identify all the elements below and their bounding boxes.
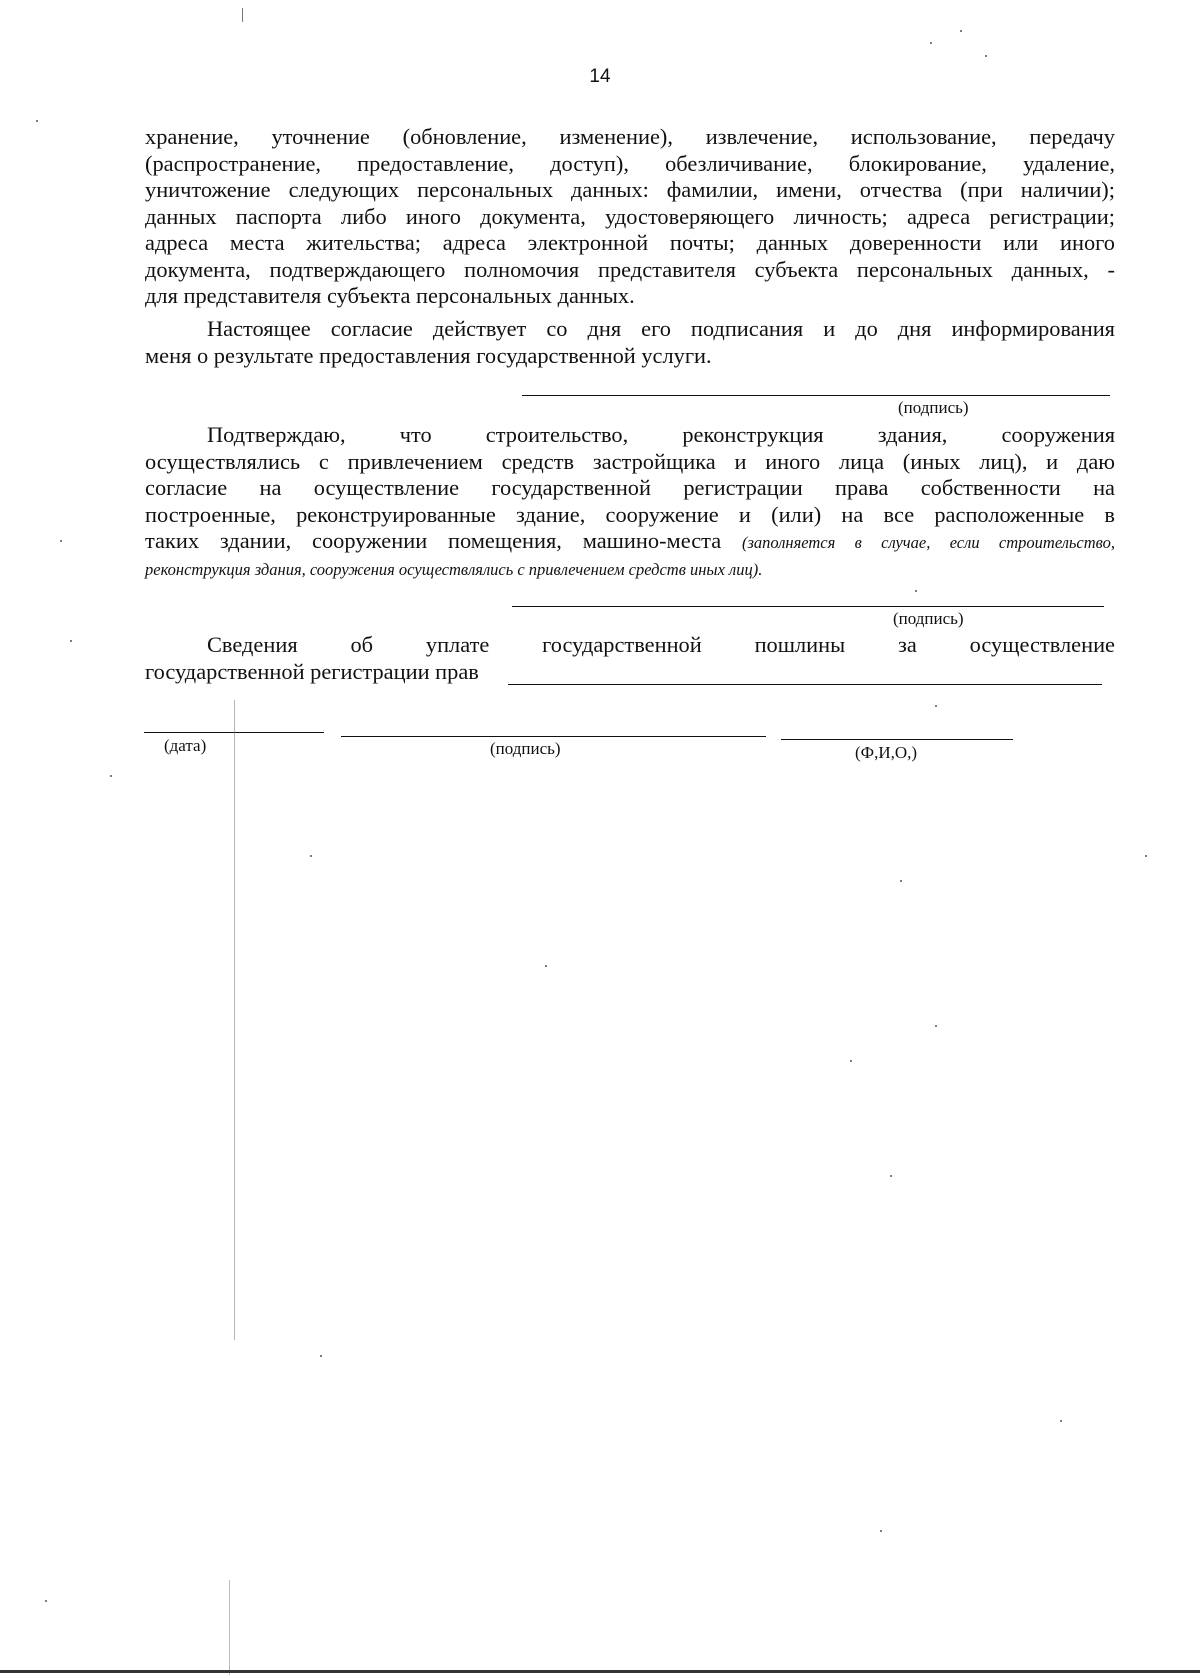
scan-speck — [960, 30, 962, 32]
signature-caption: (подпись) — [898, 398, 969, 417]
page-number: 14 — [589, 66, 611, 87]
date-caption: (дата) — [164, 736, 207, 755]
text-line: меня о результате предоставления государственной услуги. — [145, 342, 712, 368]
text-line: адреса места жительства; адреса электронной почты; данных доверенности или иного — [145, 230, 1115, 255]
text-line: для представителя субъекта персональных данных. — [145, 283, 635, 308]
signature-caption: (подпись) — [893, 609, 964, 628]
scan-speck — [930, 42, 932, 44]
scan-speck — [935, 705, 937, 707]
signature-line — [522, 395, 1110, 396]
scan-speck — [915, 590, 917, 592]
scan-border — [0, 1670, 1200, 1673]
scan-speck — [1145, 855, 1147, 857]
scan-speck — [70, 640, 72, 642]
scan-speck — [900, 880, 902, 882]
text-line: Настоящее согласие действует со дня его подписания и до дня информирования — [207, 316, 1115, 341]
scan-speck — [850, 1060, 852, 1062]
scan-streak — [234, 700, 235, 1340]
signature-line — [512, 606, 1104, 607]
text-line: согласие на осуществление государственной регистрации права собственности на — [145, 475, 1115, 500]
signature-caption: (подпись) — [490, 739, 561, 758]
text-line: осуществлялись с привлечением средств застройщика и иного лица (иных лиц), и даю — [145, 448, 1115, 474]
fio-caption: (Ф,И,О,) — [855, 743, 918, 762]
fee-paragraph — [145, 632, 1115, 685]
text-line — [145, 528, 1115, 557]
consent-paragraph — [145, 124, 1115, 310]
scan-speck — [36, 120, 38, 122]
scan-speck — [935, 1025, 937, 1027]
text-line: документа, подтверждающего полномочия представителя субъекта персональных данных, - — [145, 256, 1115, 282]
scan-speck — [880, 1530, 882, 1532]
text-line: уничтожение следующих персональных данных: фамилии, имени, отчества (при наличии); — [145, 177, 1115, 202]
scan-speck — [1060, 1420, 1062, 1422]
scan-speck — [545, 965, 547, 967]
note-text: (заполняется в случае, если строительство, — [741, 533, 1115, 552]
text-line: данных паспорта либо иного документа, удостоверяющего личность; адреса регистрации; — [145, 203, 1115, 229]
text-line: хранение, уточнение (обновление, изменение), извлечение, использование, передачу — [145, 124, 1115, 149]
text-line: (распространение, предоставление, доступ), обезличивание, блокирование, удаление, — [145, 150, 1115, 176]
text-fragment: таких здании, сооружении помещения, машино-места — [145, 528, 722, 553]
fio-line — [781, 739, 1013, 740]
scan-speck — [310, 855, 312, 857]
scan-streak — [229, 1580, 230, 1675]
scan-speck — [985, 55, 987, 57]
confirmation-paragraph — [145, 422, 1115, 583]
scan-speck — [45, 1600, 47, 1602]
text-line: государственной регистрации прав — [145, 658, 479, 684]
scan-speck — [110, 775, 112, 777]
text-line: Подтверждаю, что строительство, реконструкция здания, сооружения — [207, 422, 1115, 447]
text-line: построенные, реконструированные здание, сооружение и (или) на все расположенные в — [145, 501, 1115, 527]
validity-paragraph — [145, 316, 1115, 369]
scan-speck — [320, 1355, 322, 1357]
scan-speck — [890, 1175, 892, 1177]
text-line: Сведения об уплате государственной пошлины за осуществление — [207, 632, 1115, 657]
fee-line — [508, 684, 1102, 685]
signature-line — [341, 736, 766, 737]
scan-streak — [242, 8, 243, 22]
scan-speck — [60, 540, 62, 542]
note-text: реконструкция здания, сооружения осуществлялись с привлечением средств иных лиц). — [145, 559, 763, 579]
